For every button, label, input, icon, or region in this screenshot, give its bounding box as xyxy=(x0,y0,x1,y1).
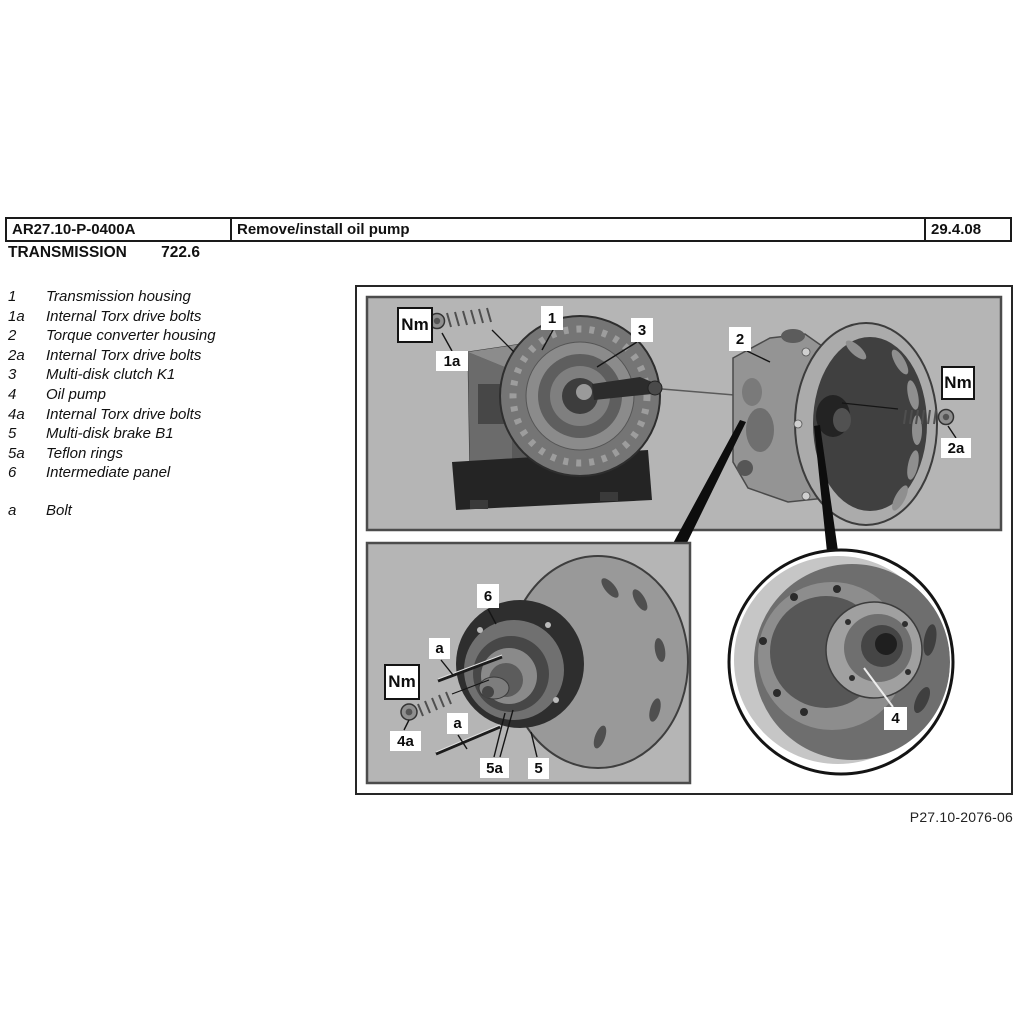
page-title: Remove/install oil pump xyxy=(230,219,924,240)
subheader xyxy=(8,244,200,262)
legend-item-number: 4a xyxy=(8,405,25,423)
torque-symbol-top-left: Nm xyxy=(397,307,433,343)
legend-item xyxy=(8,287,348,307)
legend-item-number: 5a xyxy=(8,444,25,462)
legend-item-text: Bolt xyxy=(46,501,72,519)
legend-item xyxy=(8,424,348,444)
figure-number: P27.10-2076-06 xyxy=(909,809,1013,825)
legend-item-text: Intermediate panel xyxy=(46,464,171,482)
callout-5: 5 xyxy=(528,758,549,779)
legend-item-text: Oil pump xyxy=(46,385,107,403)
legend-item xyxy=(8,307,348,327)
torque-symbol-top-right: Nm xyxy=(941,366,975,400)
legend-item-text: Torque converter housing xyxy=(46,327,216,345)
legend-item-text: Internal Torx drive bolts xyxy=(46,405,202,423)
legend-item xyxy=(8,501,348,521)
header-table xyxy=(5,217,1012,242)
torque-symbol-bottom: Nm xyxy=(384,664,420,700)
legend-item-text: Transmission housing xyxy=(46,288,191,305)
document-number: AR27.10-P-0400A xyxy=(12,221,136,238)
legend-item xyxy=(8,405,348,425)
legend-item-number: 4 xyxy=(8,385,17,403)
section-label: TRANSMISSION xyxy=(8,244,127,261)
legend-item xyxy=(8,365,348,385)
callout-1: 1 xyxy=(541,306,563,330)
document-date: 29.4.08 xyxy=(924,219,1010,240)
legend-item-text: Internal Torx drive bolts xyxy=(46,307,202,325)
callout-4a: 4a xyxy=(390,731,421,751)
legend-item-number: a xyxy=(8,501,17,519)
legend-item-number: 1 xyxy=(8,288,17,305)
legend-item-text: Multi-disk brake B1 xyxy=(46,425,174,443)
legend-item-text: Multi-disk clutch K1 xyxy=(46,366,176,384)
callout-a-upper: a xyxy=(429,638,450,659)
legend-item-number: 5 xyxy=(8,425,17,443)
top-panel xyxy=(367,297,1001,530)
parts-legend xyxy=(8,287,348,521)
legend-item-number: 6 xyxy=(8,464,17,482)
callout-3: 3 xyxy=(631,318,653,342)
legend-item-number: 2a xyxy=(8,346,25,364)
callout-2a: 2a xyxy=(941,438,971,458)
transmission-model: 722.6 xyxy=(161,244,200,261)
legend-item-text: Teflon rings xyxy=(46,444,123,462)
callout-5a: 5a xyxy=(480,758,509,778)
legend-item xyxy=(8,326,348,346)
legend-item-number: 2 xyxy=(8,327,17,345)
legend-item-number: 1a xyxy=(8,307,25,325)
callout-2: 2 xyxy=(729,327,751,351)
legend-item-number: 3 xyxy=(8,366,17,384)
detail-circle-illustration xyxy=(729,550,953,774)
legend-item xyxy=(8,444,348,464)
callout-1a: 1a xyxy=(436,351,468,371)
legend-item xyxy=(8,463,348,483)
oil-pump-illustration xyxy=(826,602,922,698)
legend-item xyxy=(8,346,348,366)
callout-4: 4 xyxy=(884,707,907,730)
callout-a-lower: a xyxy=(447,713,468,734)
legend-item xyxy=(8,385,348,405)
legend-item-text: Internal Torx drive bolts xyxy=(46,346,202,364)
callout-6: 6 xyxy=(477,584,499,608)
